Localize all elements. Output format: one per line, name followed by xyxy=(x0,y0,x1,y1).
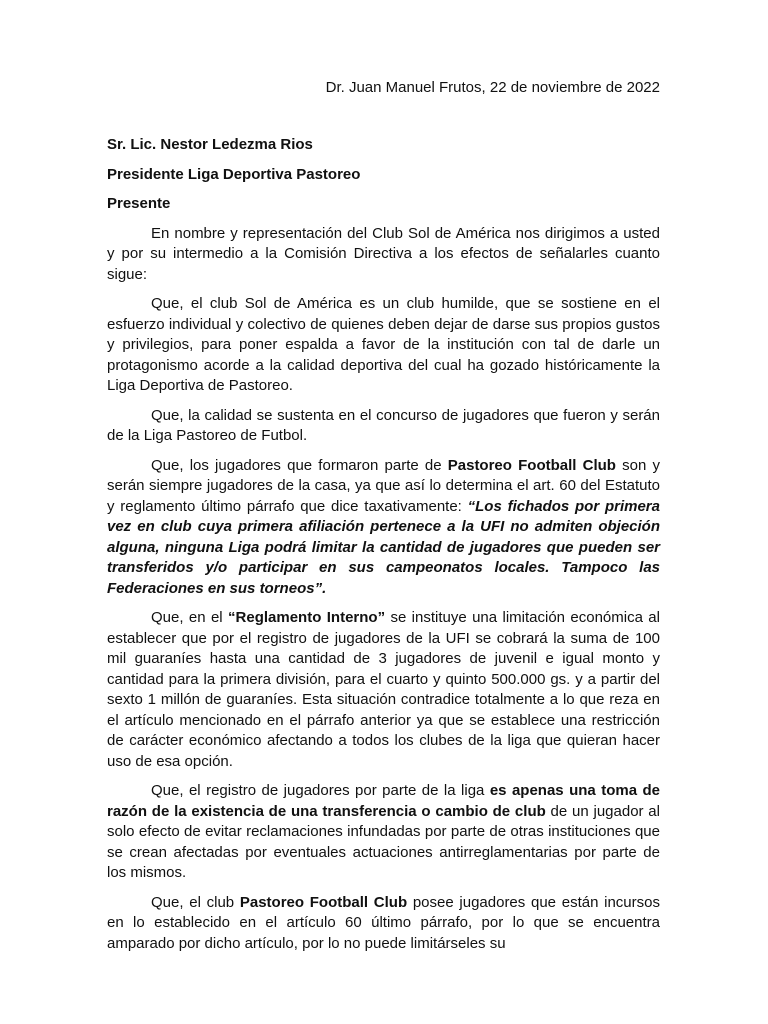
paragraph-7-text-a: Que, el club xyxy=(151,893,240,911)
paragraph-2: Que, el club Sol de América es un club humilde, que se sostiene en el esfuerzo individual y colectivo de quienes deben dejar de darse sus propios gustos y privilegios, para poner espalda a favor de la institución con tal de darle un protagonismo acorde a la calidad deportiva del cual ha gozado históricamente la Liga Deportiva de Pastoreo. xyxy=(107,295,660,394)
recipient-title: Presidente Liga Deportiva Pastoreo xyxy=(107,165,361,183)
paragraph-6-text-c: de un jugador al solo efecto de evitar reclamaciones infundadas por parte de otras instituciones que se crean afectadas por eventuales actuaciones antirreglamentarias por parte de los mismos. xyxy=(107,802,660,881)
paragraph-6 xyxy=(107,781,660,884)
greeting: Presente xyxy=(107,195,171,212)
paragraph-4 xyxy=(107,456,660,600)
paragraph-3: Que, la calidad se sustenta en el concurso de jugadores que fueron y serán de la Liga Pastoreo de Futbol. xyxy=(107,406,660,444)
paragraph-4-text-c: son y serán siempre jugadores de la casa, ya que así lo determina el art. 60 del Estatuto y reglamento último párrafo que dice taxativamente: xyxy=(107,456,660,515)
recipient-name: Sr. Lic. Nestor Ledezma Rios xyxy=(107,136,313,153)
paragraph-4-club-name: Pastoreo Football Club xyxy=(447,456,616,474)
paragraph-7-text-c: posee jugadores que están incursos en lo establecido en el artículo 60 último párrafo, por lo que se encuentra amparado por dicho artículo, por lo no puede limitárseles su xyxy=(107,893,660,952)
paragraph-7-club-name: Pastoreo Football Club xyxy=(239,893,408,911)
paragraph-5-text-a: Que, en el xyxy=(151,609,229,626)
date-line: Dr. Juan Manuel Frutos, 22 de noviembre de 2022 xyxy=(325,79,660,96)
letter-body xyxy=(107,135,660,963)
paragraph-5-text-c: se instituye una limitación económica al establecer que por el registro de jugadores de la UFI se cobrará la suma de 100 mil guaraníes hasta una cantidad de 3 jugadores de juvenil e igual monto y cantidad para la primera división, para el cuarto y quinto 500.000 gs. y a partir del sexto 1 millón de guaraníes. Esta situación contradice totalmente a lo que reza en el artículo mencionado en el párrafo anterior ya que se establece una restricción de carácter económico afectando a todos los clubes de la liga que quieran hacer uso de esa opción. xyxy=(107,609,660,770)
paragraph-1: En nombre y representación del Club Sol de América nos dirigimos a usted y por su intermedio a la Comisión Directiva a los efectos de señalarles cuanto sigue: xyxy=(107,224,660,283)
paragraph-5 xyxy=(107,608,660,772)
paragraph-6-text-a: Que, el registro de jugadores por parte de la liga xyxy=(151,782,490,799)
paragraph-4-quote: “Los fichados por primera vez en club cuya primera afiliación pertenece a la UFI no admiten objeción alguna, ninguna Liga podrá limitar la cantidad de jugadores que pueden ser transferidos y/o participar en sus campeonatos locales. Tampoco las Federaciones en sus torneos”. xyxy=(107,497,660,597)
paragraph-4-text-a: Que, los jugadores que formaron parte de xyxy=(151,456,448,474)
paragraph-7 xyxy=(107,893,660,955)
paragraph-6-emphasis: es apenas una toma de razón de la existencia de una transferencia o cambio de club xyxy=(107,782,661,820)
paragraph-5-reglamento: “Reglamento Interno” xyxy=(228,609,386,626)
